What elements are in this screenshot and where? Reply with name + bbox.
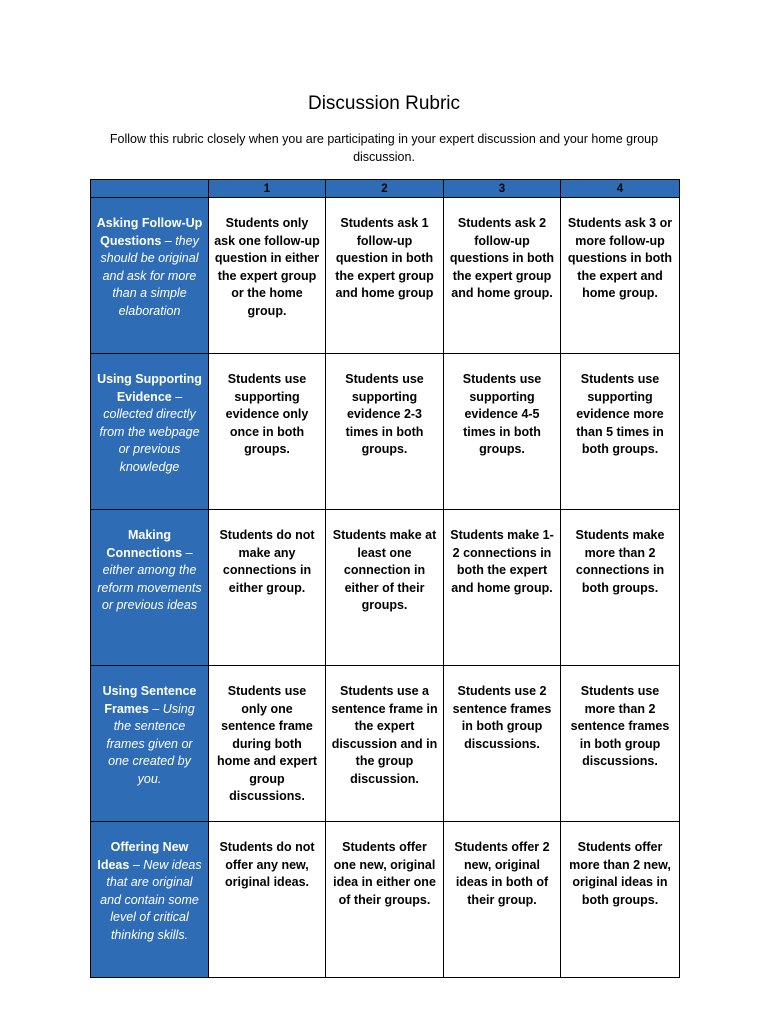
criterion-cell — [91, 822, 209, 978]
rubric-row-new-ideas — [91, 822, 680, 978]
header-cell-blank — [91, 180, 209, 198]
criterion-cell — [91, 510, 209, 666]
criterion-cell — [91, 354, 209, 510]
score-3-cell: Students offer 2 new, original ideas in both of their group. — [444, 822, 561, 978]
criterion-cell — [91, 666, 209, 822]
header-cell-score-4: 4 — [561, 180, 680, 198]
score-1-cell: Students do not offer any new, original ideas. — [209, 822, 326, 978]
criterion-description: collected directly from the webpage or previous knowledge — [99, 407, 200, 474]
criterion-title: Offering New Ideas — [97, 840, 189, 872]
score-1-cell: Students use only one sentence frame during both home and expert group discussions. — [209, 666, 326, 822]
score-2-cell: Students make at least one connection in either of their groups. — [326, 510, 444, 666]
criterion-title: Using Sentence Frames — [102, 684, 197, 716]
rubric-row-sentence-frames — [91, 666, 680, 822]
rubric-row-follow-up-questions — [91, 198, 680, 354]
score-4-cell: Students make more than 2 connections in both groups. — [561, 510, 680, 666]
intro-text: Follow this rubric closely when you are participating in your expert discussion and your home group discussion. — [109, 132, 659, 164]
criterion-separator: – — [182, 545, 193, 560]
score-4-cell: Students ask 3 or more follow-up questions in both the expert and home group. — [561, 198, 680, 354]
score-3-cell: Students use supporting evidence 4-5 times in both groups. — [444, 354, 561, 510]
score-2-cell: Students ask 1 follow-up question in both the expert group and home group — [326, 198, 444, 354]
criterion-title: Using Supporting Evidence — [97, 372, 202, 404]
header-cell-score-1: 1 — [209, 180, 326, 198]
score-3-cell: Students use 2 sentence frames in both group discussions. — [444, 666, 561, 822]
criterion-cell — [91, 198, 209, 354]
score-4-cell: Students use more than 2 sentence frames in both group discussions. — [561, 666, 680, 822]
criterion-title: Asking Follow-Up Questions — [96, 216, 203, 248]
criterion-description: either among the reform movements or previous ideas — [97, 563, 202, 612]
score-1-cell: Students only ask one follow-up question in either the expert group or the home group. — [209, 198, 326, 354]
score-1-cell: Students use supporting evidence only once in both groups. — [209, 354, 326, 510]
rubric-row-making-connections — [91, 510, 680, 666]
score-4-cell: Students use supporting evidence more than 5 times in both groups. — [561, 354, 680, 510]
criterion-description: New ideas that are original and contain some level of critical thinking skills. — [100, 857, 202, 942]
criterion-separator: – — [161, 233, 176, 248]
criterion-description: they should be original and ask for more than a simple elaboration — [100, 233, 199, 318]
score-2-cell: Students offer one new, original idea in either one of their groups. — [326, 822, 444, 978]
score-3-cell: Students ask 2 follow-up questions in both the expert group and home group. — [444, 198, 561, 354]
criterion-separator: – — [148, 701, 163, 716]
criterion-separator: – — [171, 389, 183, 404]
criterion-description: Using the sentence frames given or one created by you. — [106, 701, 195, 786]
page-title: Discussion Rubric — [307, 93, 461, 114]
criterion-separator: – — [129, 857, 144, 872]
rubric-table — [90, 179, 680, 978]
score-2-cell: Students use a sentence frame in the expert discussion and in the group discussion. — [326, 666, 444, 822]
score-4-cell: Students offer more than 2 new, original ideas in both groups. — [561, 822, 680, 978]
score-2-cell: Students use supporting evidence 2-3 times in both groups. — [326, 354, 444, 510]
score-3-cell: Students make 1-2 connections in both the expert and home group. — [444, 510, 561, 666]
score-1-cell: Students do not make any connections in either group. — [209, 510, 326, 666]
header-cell-score-3: 3 — [444, 180, 561, 198]
criterion-title: Making Connections — [106, 528, 183, 560]
header-cell-score-2: 2 — [326, 180, 444, 198]
rubric-row-supporting-evidence — [91, 354, 680, 510]
rubric-header-row — [91, 180, 680, 198]
